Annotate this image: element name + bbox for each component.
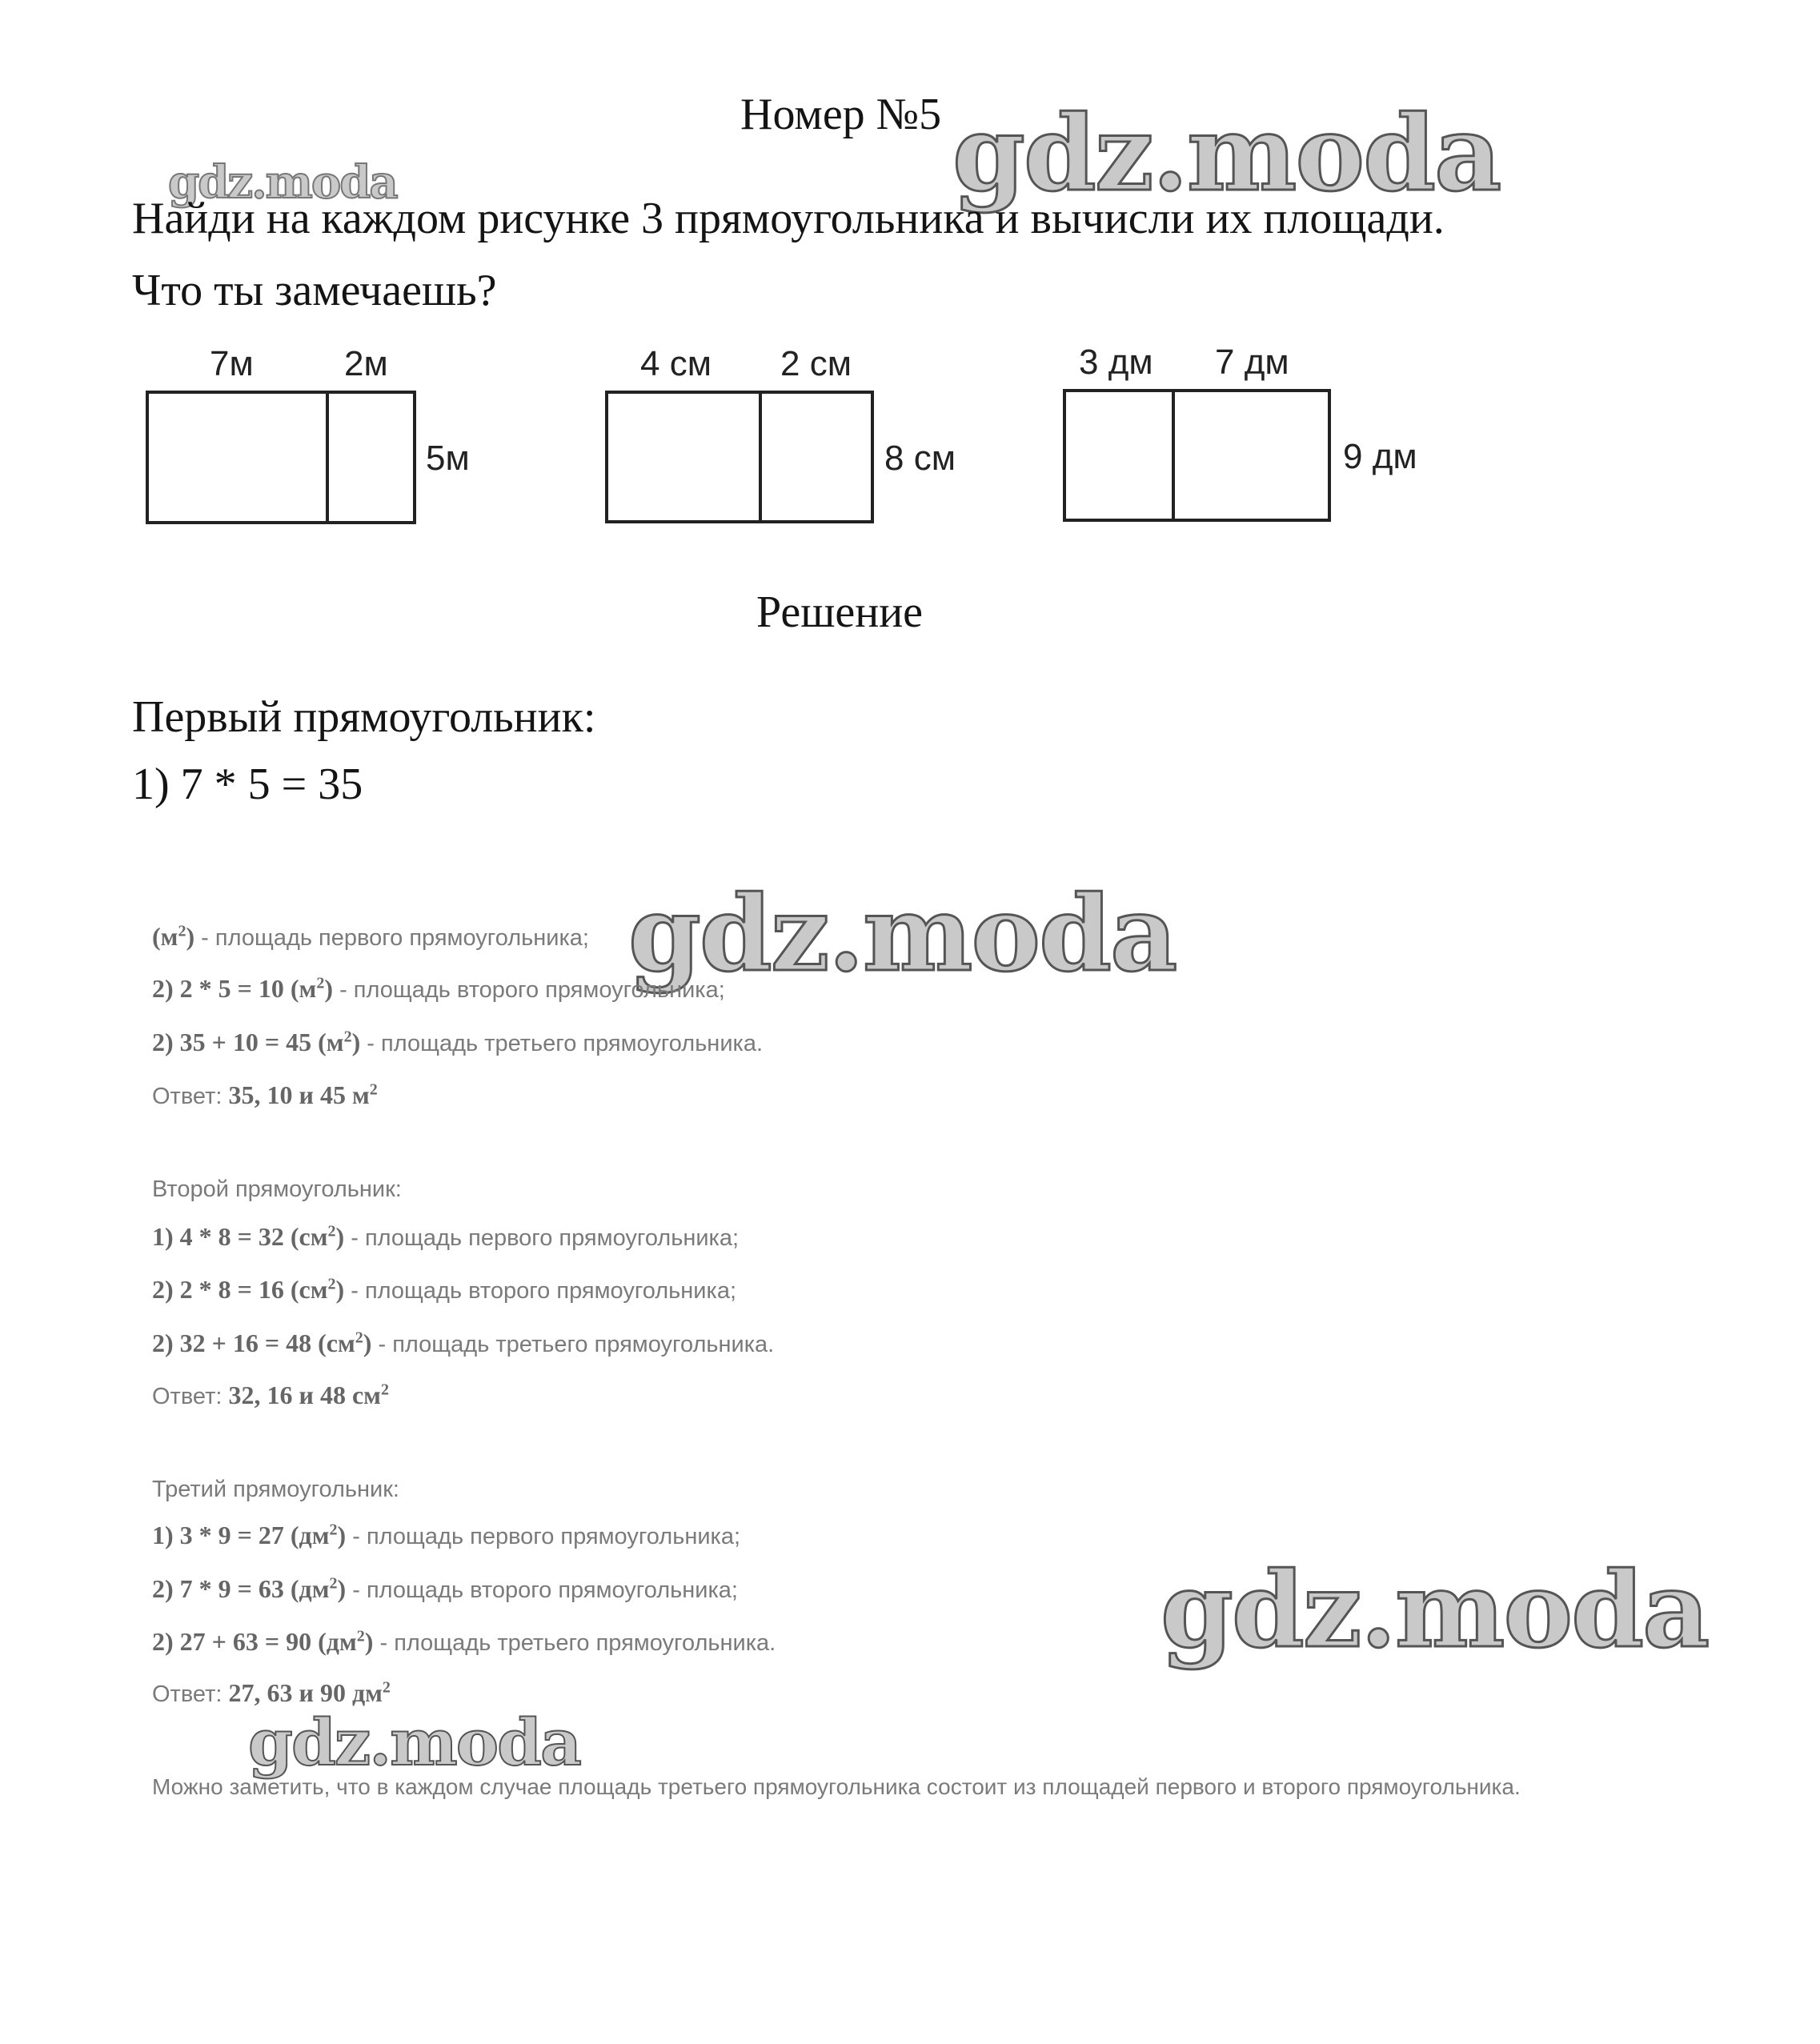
second-line2: 2) 2 * 8 = 16 $(см^2)$ - площадь второго прямоугольника; — [152, 1275, 737, 1304]
first-line2: 2) 2 * 5 = 10 $(м^2)$ - площадь второго прямоугольника; — [152, 974, 725, 1003]
second-line3: 2) 32 + 16 = 48 $(см^2)$ - площадь третьего прямоугольника. — [152, 1329, 775, 1357]
first-unit-1: м — [160, 922, 178, 951]
figure-1-top-left-label: 7м — [210, 344, 254, 383]
watermark-middle: gdz.moda — [628, 872, 1177, 995]
watermark-top: gdz.moda — [952, 92, 1501, 214]
watermark-bottom-left: gdz.moda — [248, 1705, 580, 1780]
first-rectangle-step1: 1) 7 * 5 = 35 — [132, 759, 363, 809]
figure-2-divider — [759, 394, 762, 520]
third-line1: 1) 3 * 9 = 27 $(дм^2)$ - площадь первого прямоугольника; — [152, 1521, 741, 1549]
first-line1: $(м^2)$ - площадь первого прямоугольника; — [152, 922, 589, 951]
figure-3-side-label: 9 дм — [1343, 437, 1417, 476]
first-answer: Ответ: 35, 10 и 45 $м^2$ — [152, 1080, 378, 1109]
page-title: Номер №5 — [740, 90, 942, 139]
figure-2-top-right-label: 2 см — [780, 344, 852, 383]
second-answer: Ответ: 32, 16 и 48 $см^2$ — [152, 1381, 389, 1409]
watermark-bottom-right: gdz.moda — [1161, 1549, 1709, 1671]
task-text-line1: Найди на каждом рисунке 3 прямоугольника и вычисли их площади. — [132, 194, 1445, 243]
figure-1-rectangle — [146, 391, 416, 524]
watermark-small: gdz.moda — [168, 156, 397, 209]
figure-3-divider — [1172, 392, 1175, 519]
figure-1-divider — [326, 394, 329, 521]
second-heading: Второй прямоугольник: — [152, 1176, 402, 1202]
figure-2-rectangle — [605, 391, 874, 523]
second-line1: 1) 4 * 8 = 32 $(см^2)$ - площадь первого прямоугольника; — [152, 1222, 740, 1251]
figure-1-top-right-label: 2м — [344, 344, 388, 383]
first-line3: 2) 35 + 10 = 45 $(м^2)$ - площадь третьего прямоугольника. — [152, 1028, 764, 1056]
figure-3-rectangle — [1063, 389, 1331, 522]
third-line3: 2) 27 + 63 = 90 $(дм^2)$ - площадь третьего прямоугольника. — [152, 1627, 776, 1656]
figure-3-top-left-label: 3 дм — [1079, 343, 1153, 382]
figure-2-side-label: 8 см — [884, 439, 956, 478]
third-answer: Ответ: 27, 63 и 90 $дм^2$ — [152, 1678, 391, 1707]
figure-1-side-label: 5м — [426, 439, 470, 478]
solution-heading: Решение — [756, 587, 924, 637]
task-text-line2: Что ты замечаешь? — [132, 266, 497, 315]
first-rectangle-heading: Первый прямоугольник: — [132, 692, 596, 742]
figure-3-top-right-label: 7 дм — [1215, 343, 1289, 382]
conclusion-text: Можно заметить, что в каждом случае площадь третьего прямоугольника состоит из площадей первого и второго прямоугольника. — [152, 1774, 1521, 1799]
third-heading: Третий прямоугольник: — [152, 1477, 399, 1502]
figure-2-top-left-label: 4 см — [640, 344, 712, 383]
third-line2: 2) 7 * 9 = 63 $(дм^2)$ - площадь второго прямоугольника; — [152, 1574, 738, 1603]
